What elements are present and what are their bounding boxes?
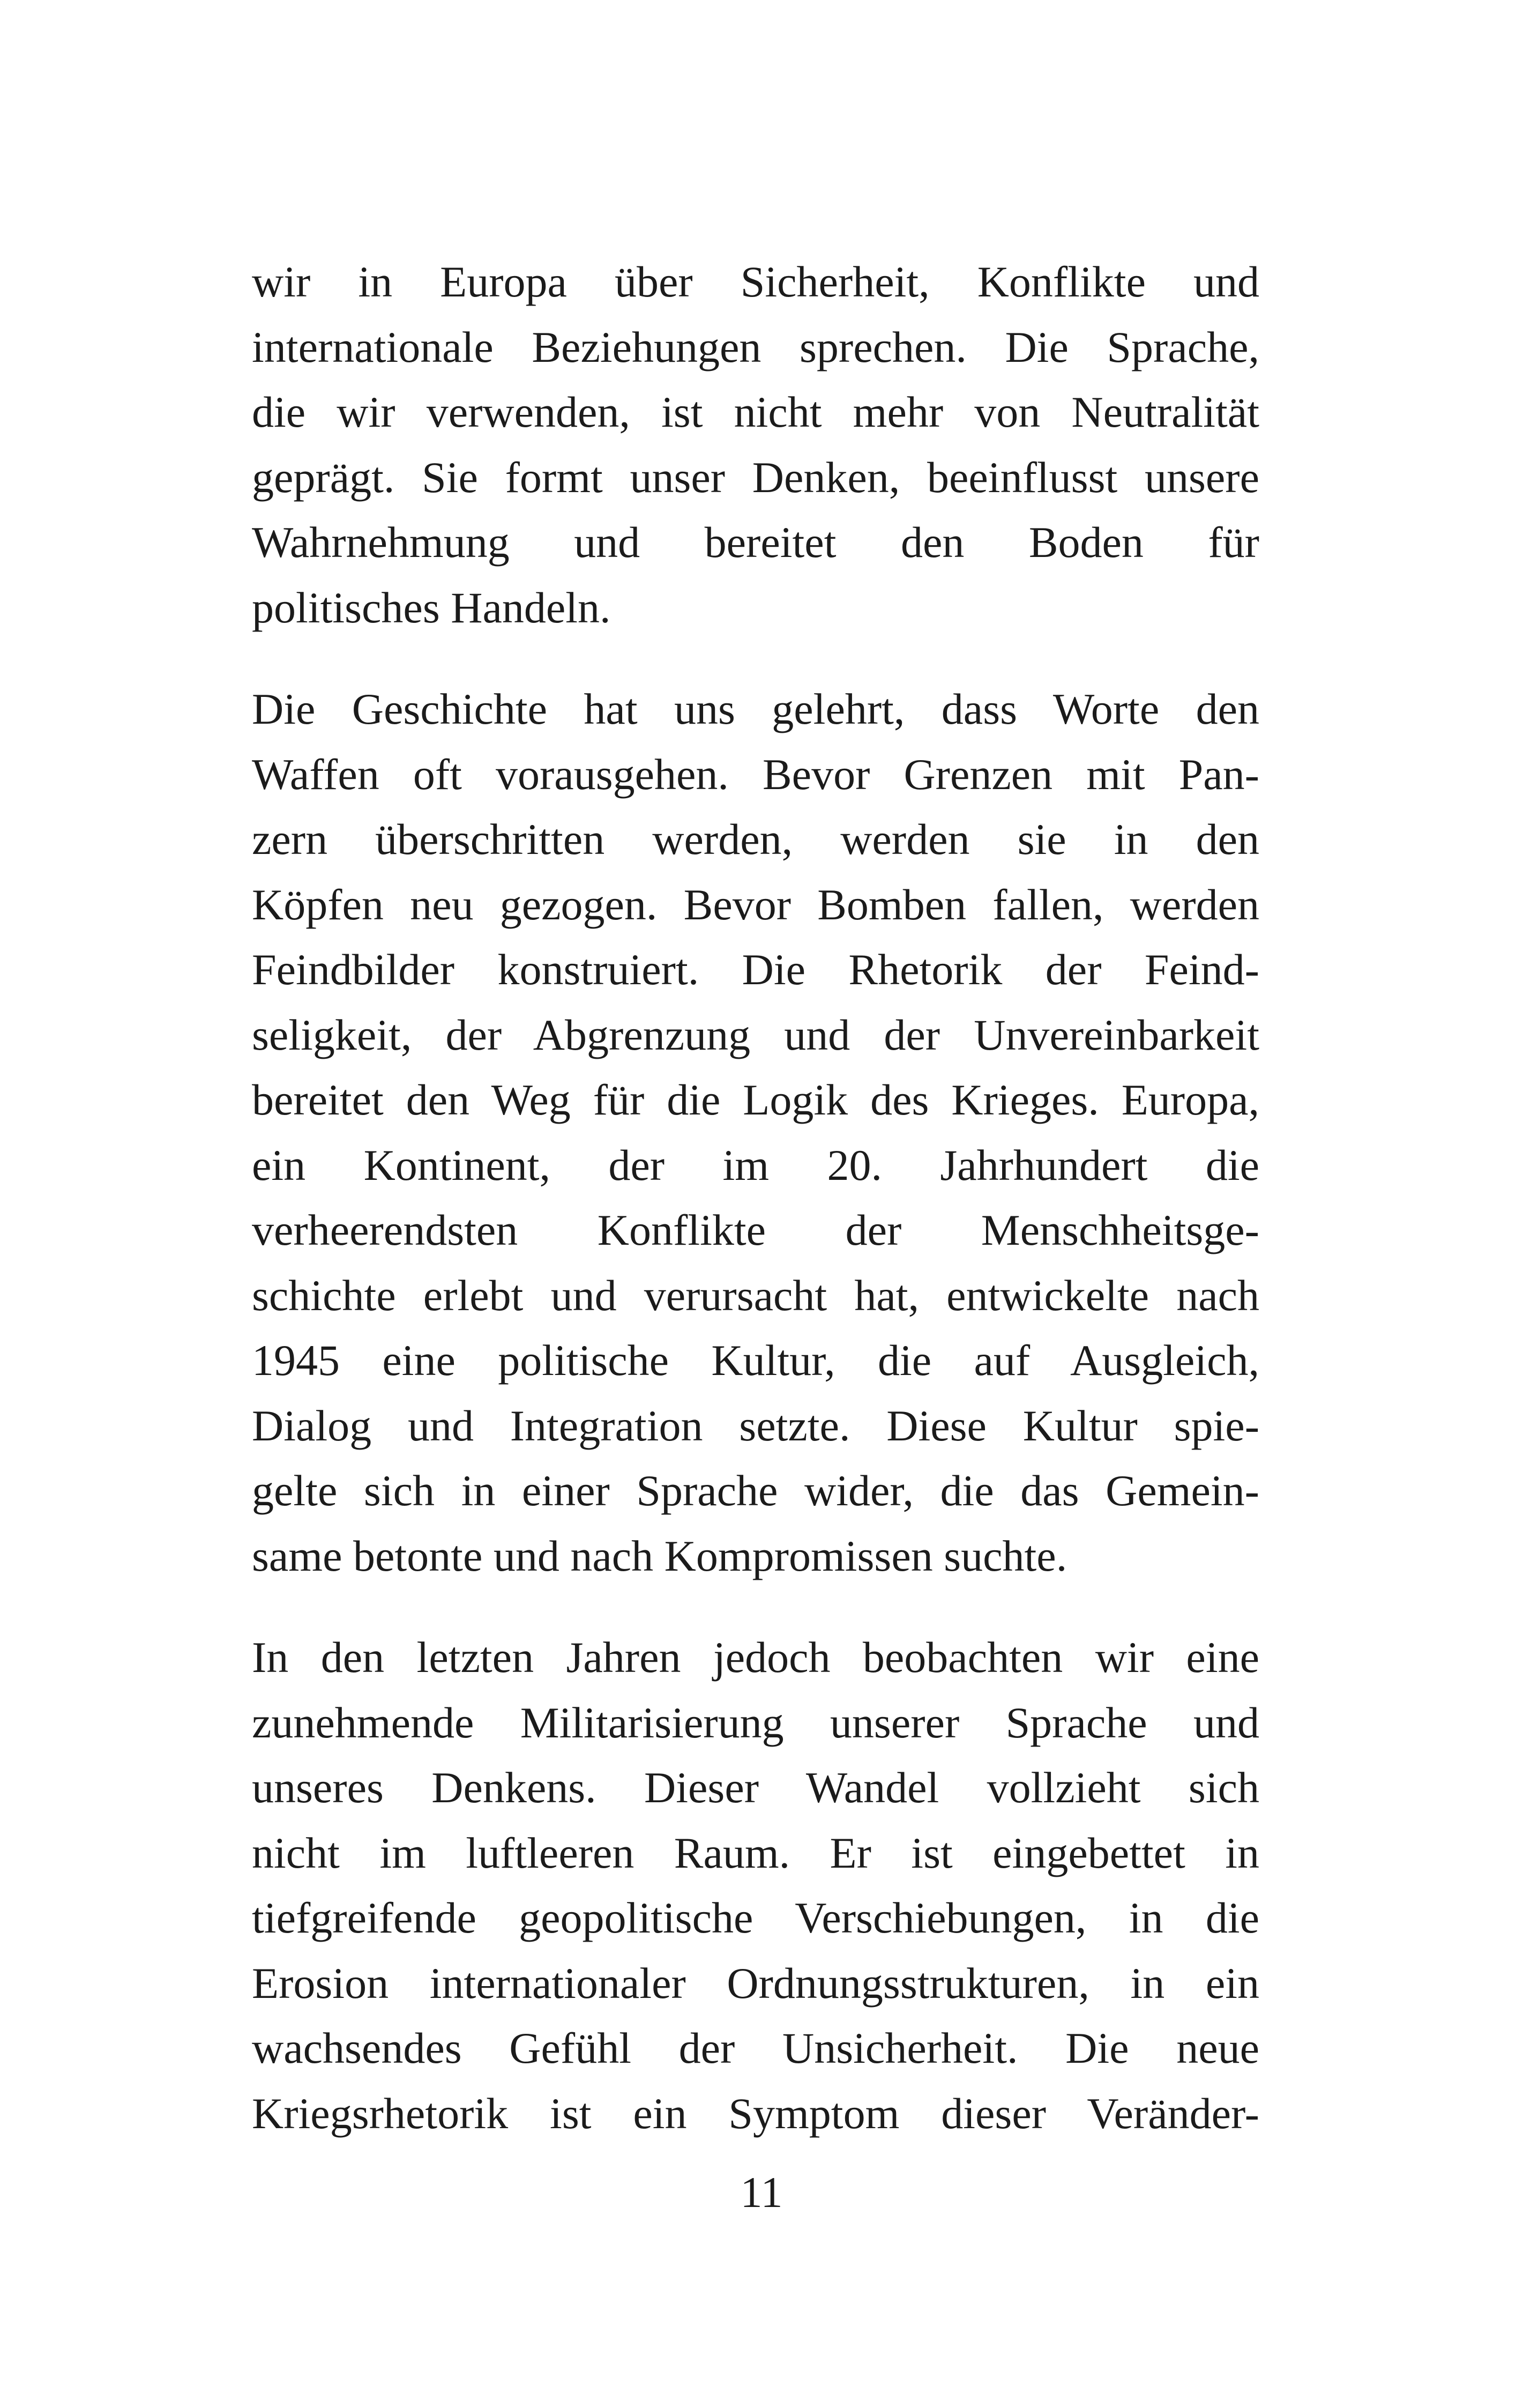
paragraph-spacer bbox=[252, 640, 1259, 677]
text-line: Wahrnehmung und bereitet den Boden für bbox=[252, 518, 1259, 567]
text-line: geprägt. Sie formt unser Denken, beeinflusst unsere bbox=[252, 452, 1259, 502]
text-line: nicht im luftleeren Raum. Er ist eingebettet in bbox=[252, 1828, 1259, 1877]
text-line: unseres Denkens. Dieser Wandel vollzieht sich bbox=[252, 1763, 1259, 1812]
text-line: tiefgreifende geopolitische Verschiebungen, in die bbox=[252, 1893, 1259, 1942]
text-line: die wir verwenden, ist nicht mehr von Neutralität bbox=[252, 388, 1259, 436]
text-line: zunehmende Militarisierung unserer Sprache und bbox=[252, 1698, 1259, 1747]
text-line: same betonte und nach Kompromissen suchte. bbox=[252, 1531, 1067, 1580]
text-line: gelte sich in einer Sprache wider, die das Gemein- bbox=[252, 1466, 1259, 1515]
paragraph-2 bbox=[252, 677, 1259, 1588]
text-line: bereitet den Weg für die Logik des Krieges. Europa, bbox=[252, 1075, 1259, 1124]
text-line: Waffen oft vorausgehen. Bevor Grenzen mit Pan- bbox=[252, 749, 1259, 799]
text-line: Köpfen neu gezogen. Bevor Bomben fallen, werden bbox=[252, 880, 1259, 929]
paragraph-1 bbox=[252, 249, 1259, 640]
text-line: seligkeit, der Abgrenzung und der Unvereinbarkeit bbox=[252, 1010, 1259, 1059]
text-line: In den letzten Jahren jedoch beobachten wir eine bbox=[252, 1633, 1259, 1682]
text-line: ein Kontinent, der im 20. Jahrhundert die bbox=[252, 1140, 1259, 1190]
paragraph-3 bbox=[252, 1625, 1259, 2146]
text-line: Feindbilder konstruiert. Die Rhetorik der Feind- bbox=[252, 945, 1259, 994]
text-line: schichte erlebt und verursacht hat, entwickelte nach bbox=[252, 1270, 1259, 1320]
text-line: verheerendsten Konflikte der Menschheitsge- bbox=[252, 1206, 1259, 1254]
text-line: Kriegsrhetorik ist ein Symptom dieser Veränder- bbox=[252, 2089, 1259, 2138]
paragraph-spacer bbox=[252, 1588, 1259, 1625]
text-line: 1945 eine politische Kultur, die auf Ausgleich, bbox=[252, 1336, 1259, 1385]
page-number: 11 bbox=[740, 2168, 783, 2217]
text-line: Die Geschichte hat uns gelehrt, dass Worte den bbox=[252, 685, 1259, 733]
text-line: internationale Beziehungen sprechen. Die Sprache, bbox=[252, 322, 1259, 371]
text-line: Dialog und Integration setzte. Diese Kultur spie- bbox=[252, 1401, 1259, 1450]
text-line: wir in Europa über Sicherheit, Konflikte und bbox=[252, 257, 1259, 306]
text-line: Erosion internationaler Ordnungsstrukturen, in ein bbox=[252, 1958, 1259, 2008]
text-line: zern überschritten werden, werden sie in den bbox=[252, 815, 1259, 864]
text-line: politisches Handeln. bbox=[252, 583, 611, 632]
text-line: wachsendes Gefühl der Unsicherheit. Die neue bbox=[252, 2024, 1259, 2072]
body-text bbox=[252, 249, 1259, 2146]
